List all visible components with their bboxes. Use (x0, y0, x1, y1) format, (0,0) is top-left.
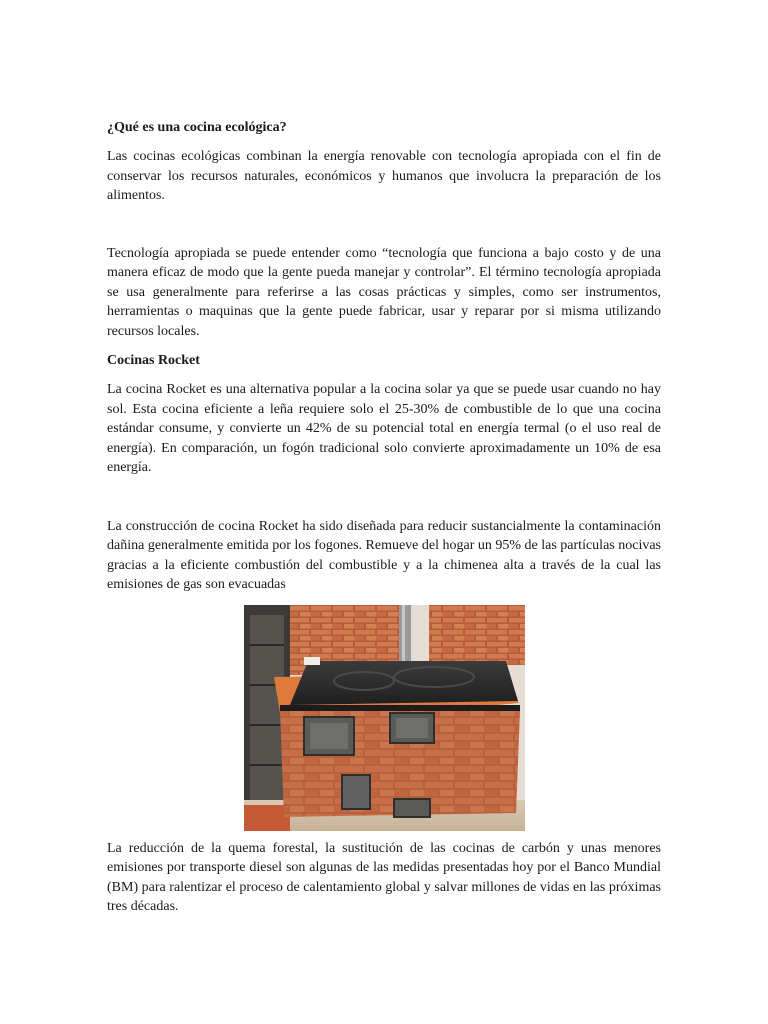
paragraph-definition: Las cocinas ecológicas combinan la energía renovable con tecnología apropiada con el fin de conservar los recursos naturales, económicos y humanos que involucra la preparación de los alimentos. (107, 149, 661, 203)
rocket-stove-figure (107, 605, 661, 831)
heading-que-es-cocina-ecologica: ¿Qué es una cocina ecológica? (107, 120, 287, 135)
document-body (107, 118, 661, 917)
paragraph-rocket-construction: La construcción de cocina Rocket ha sido diseñada para reducir sustancialmente la contaminación dañina generalmente emitida por los fogones. Remueve del hogar un 95% de las partículas nocivas gracias a la eficiente combustión del combustible y a la chimenea alta a través de la cual las emisiones de gas son evacuadas (107, 518, 661, 592)
rocket-stove-photo (244, 605, 525, 831)
heading-cocinas-rocket: Cocinas Rocket (107, 353, 200, 368)
paragraph-tecnologia-apropiada: Tecnología apropiada se puede entender como “tecnología que funciona a bajo costo y de una manera eficaz de modo que la gente pueda manejar y controlar”. El término tecnología apropiada se usa generalmente para referirse a las cosas prácticas y simples, como ser instrumentos, herramientas o maquinas que la gente puede fabricar, usar y reparar por si misma utilizando recursos locales. (107, 245, 661, 339)
paragraph-banco-mundial: La reducción de la quema forestal, la sustitución de las cocinas de carbón y unas menores emisiones por transporte diesel son algunas de las medidas presentadas hoy por el Banco Mundial (BM) para ralentizar el proceso de calentamiento global y salvar millones de vidas en las próximas tres décadas. (107, 840, 661, 914)
paragraph-rocket-efficiency: La cocina Rocket es una alternativa popular a la cocina solar ya que se puede usar cuando no hay sol. Esta cocina eficiente a leña requiere solo el 25-30% de combustible de lo que una cocina estándar consume, y convierte un 42% de su potencial total en energía termal (o el uso real de energía). En comparación, un fogón tradicional solo convierte aproximadamente un 10% de esa energía. (107, 382, 661, 475)
